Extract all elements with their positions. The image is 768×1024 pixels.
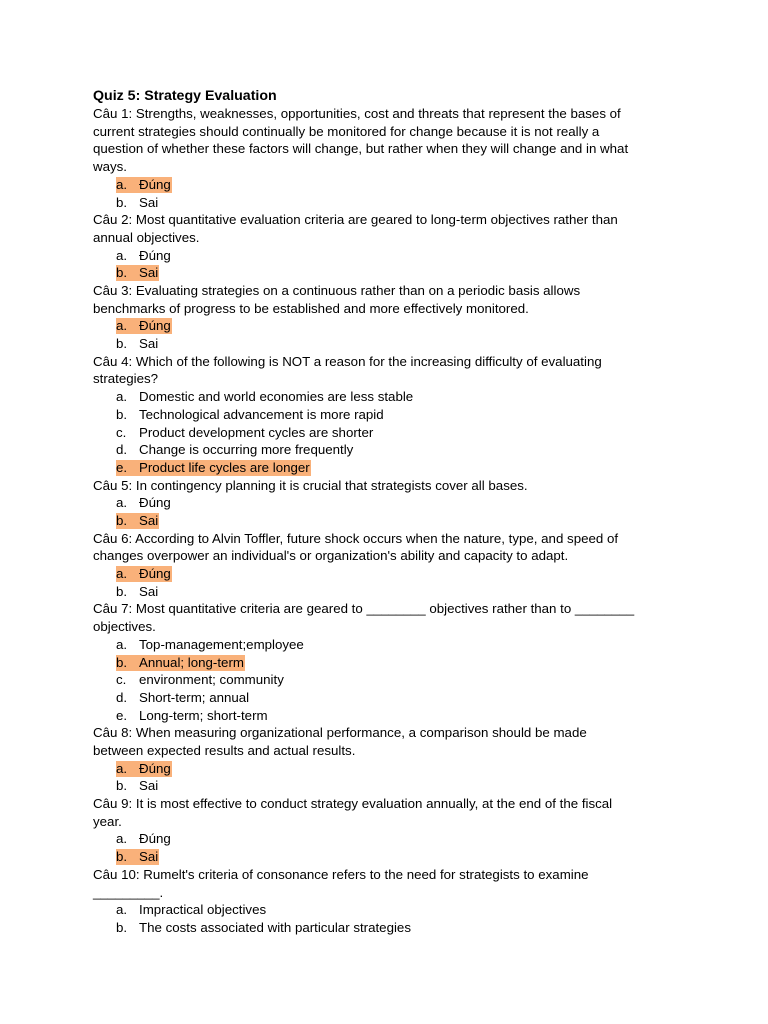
answer-option [93,919,675,937]
question-text-line: Câu 5: In contingency planning it is crucial that strategists cover all bases. [93,477,528,493]
answer-option-correct [93,760,675,778]
question-text-line: Câu 8: When measuring organizational performance, a comparison should be made [93,725,587,741]
answer-options [93,176,675,211]
option-text: Long-term; short-term [139,707,268,723]
answer-option [93,901,675,919]
option-text: Sai [139,849,159,865]
option-text: Đúng [139,495,171,511]
option-letter: b. [116,654,128,670]
answer-option-correct [93,654,675,672]
option-text: Đúng [139,566,171,582]
question-block [93,477,675,530]
answer-option-correct [93,459,675,477]
option-text: Impractical objectives [139,902,267,918]
question-text-line: Câu 7: Most quantitative criteria are geared to ________ objectives rather than to ________ [93,601,635,617]
question-block [93,866,675,937]
answer-option [93,636,675,654]
answer-option-correct [93,848,675,866]
option-text: Sai [139,512,159,528]
option-letter: b. [116,583,128,599]
question-block [93,211,675,282]
option-text: Đúng [139,831,171,847]
question-text-line: between expected results and actual results. [93,743,356,758]
answer-options [93,636,675,724]
answer-options [93,388,675,476]
option-text: Top-management;employee [139,636,304,652]
document-title: Quiz 5: Strategy Evaluation [93,88,277,104]
question-block [93,600,675,724]
option-text: Sai [139,336,159,352]
option-letter: a. [116,831,128,847]
question-text-line: annual objectives. [93,229,200,245]
answer-option [93,194,675,212]
option-text: environment; community [139,672,284,688]
answer-option [93,777,675,795]
answer-option-correct [93,176,675,194]
option-text: The costs associated with particular strategies [139,919,411,935]
answer-option-correct [93,317,675,335]
option-letter: a. [116,389,128,405]
option-text: Đúng [139,247,171,263]
option-letter: b. [116,849,128,865]
question-text-line: _________. [93,884,164,900]
option-text: Change is occurring more frequently [139,442,354,458]
option-text: Đúng [139,318,171,334]
question-text-line: current strategies should continually be monitored for change because it is not really a [93,123,600,139]
question-text-line: Câu 10: Rumelt's criteria of consonance refers to the need for strategists to examine [93,866,589,882]
option-letter: b. [116,265,128,281]
option-text: Annual; long-term [139,654,244,670]
option-text: Product life cycles are longer [139,459,310,475]
answer-option-correct [93,565,675,583]
answer-option [93,441,675,459]
option-letter: a. [116,566,128,582]
answer-option [93,424,675,442]
option-text: Product development cycles are shorter [139,424,374,440]
option-letter: a. [116,176,128,192]
question-block [93,282,675,353]
answer-option [93,671,675,689]
option-text: Sai [139,778,159,794]
option-text: Đúng [139,176,171,192]
option-letter: b. [116,778,128,794]
option-text: Technological advancement is more rapid [139,406,384,422]
question-text-line: Câu 9: It is most effective to conduct strategy evaluation annually, at the end of the fiscal [93,796,613,812]
question-text-line: objectives. [93,619,156,635]
answer-option [93,335,675,353]
question-text-line: Câu 6: According to Alvin Toffler, future shock occurs when the nature, type, and speed of [93,530,619,546]
option-letter: b. [116,512,128,528]
answer-options [93,317,675,352]
option-text: Sai [139,194,159,210]
option-letter: a. [116,760,128,776]
question-text-line: year. [93,813,122,829]
answer-option [93,830,675,848]
answer-option [93,388,675,406]
option-letter: c. [116,424,127,440]
answer-option [93,689,675,707]
option-letter: a. [116,247,128,263]
question-text-line: benchmarks of progress to be established and more effectively monitored. [93,300,529,316]
answer-option [93,406,675,424]
question-text-line: strategies? [93,371,159,387]
question-text-line: question of whether these factors will change, but rather when they will change and in what [93,141,629,157]
option-letter: d. [116,689,128,705]
option-letter: b. [116,406,128,422]
question-block [93,353,675,477]
answer-option [93,707,675,725]
option-letter: a. [116,902,128,918]
answer-options [93,565,675,600]
answer-options [93,760,675,795]
question-text-line: changes overpower an individual's or organization's ability and capacity to adapt. [93,548,569,564]
option-letter: b. [116,919,128,935]
answer-options [93,494,675,529]
answer-option [93,583,675,601]
option-text: Sai [139,265,159,281]
question-block [93,795,675,866]
question-text-line: ways. [93,159,127,175]
answer-options [93,247,675,282]
option-letter: a. [116,636,128,652]
option-letter: a. [116,318,128,334]
question-text-line: Câu 4: Which of the following is NOT a reason for the increasing difficulty of evaluating [93,353,602,369]
option-text: Short-term; annual [139,689,250,705]
option-letter: b. [116,194,128,210]
option-letter: c. [116,672,127,688]
question-text-line: Câu 2: Most quantitative evaluation criteria are geared to long-term objectives rather than [93,212,618,228]
question-block [93,105,675,211]
option-letter: a. [116,495,128,511]
option-text: Sai [139,583,159,599]
answer-option [93,247,675,265]
option-letter: e. [116,459,128,475]
option-letter: e. [116,707,128,723]
answer-options [93,830,675,865]
option-text: Đúng [139,760,171,776]
question-block [93,530,675,601]
answer-options [93,901,675,936]
answer-option-correct [93,512,675,530]
option-letter: d. [116,442,128,458]
question-text-line: Câu 1: Strengths, weaknesses, opportunities, cost and threats that represent the bases of [93,106,621,121]
document-content [93,87,675,937]
question-text-line: Câu 3: Evaluating strategies on a continuous rather than on a periodic basis allows [93,282,581,298]
option-letter: b. [116,336,128,352]
answer-option [93,494,675,512]
answer-option-correct [93,264,675,282]
option-text: Domestic and world economies are less stable [139,389,414,405]
question-block [93,724,675,795]
